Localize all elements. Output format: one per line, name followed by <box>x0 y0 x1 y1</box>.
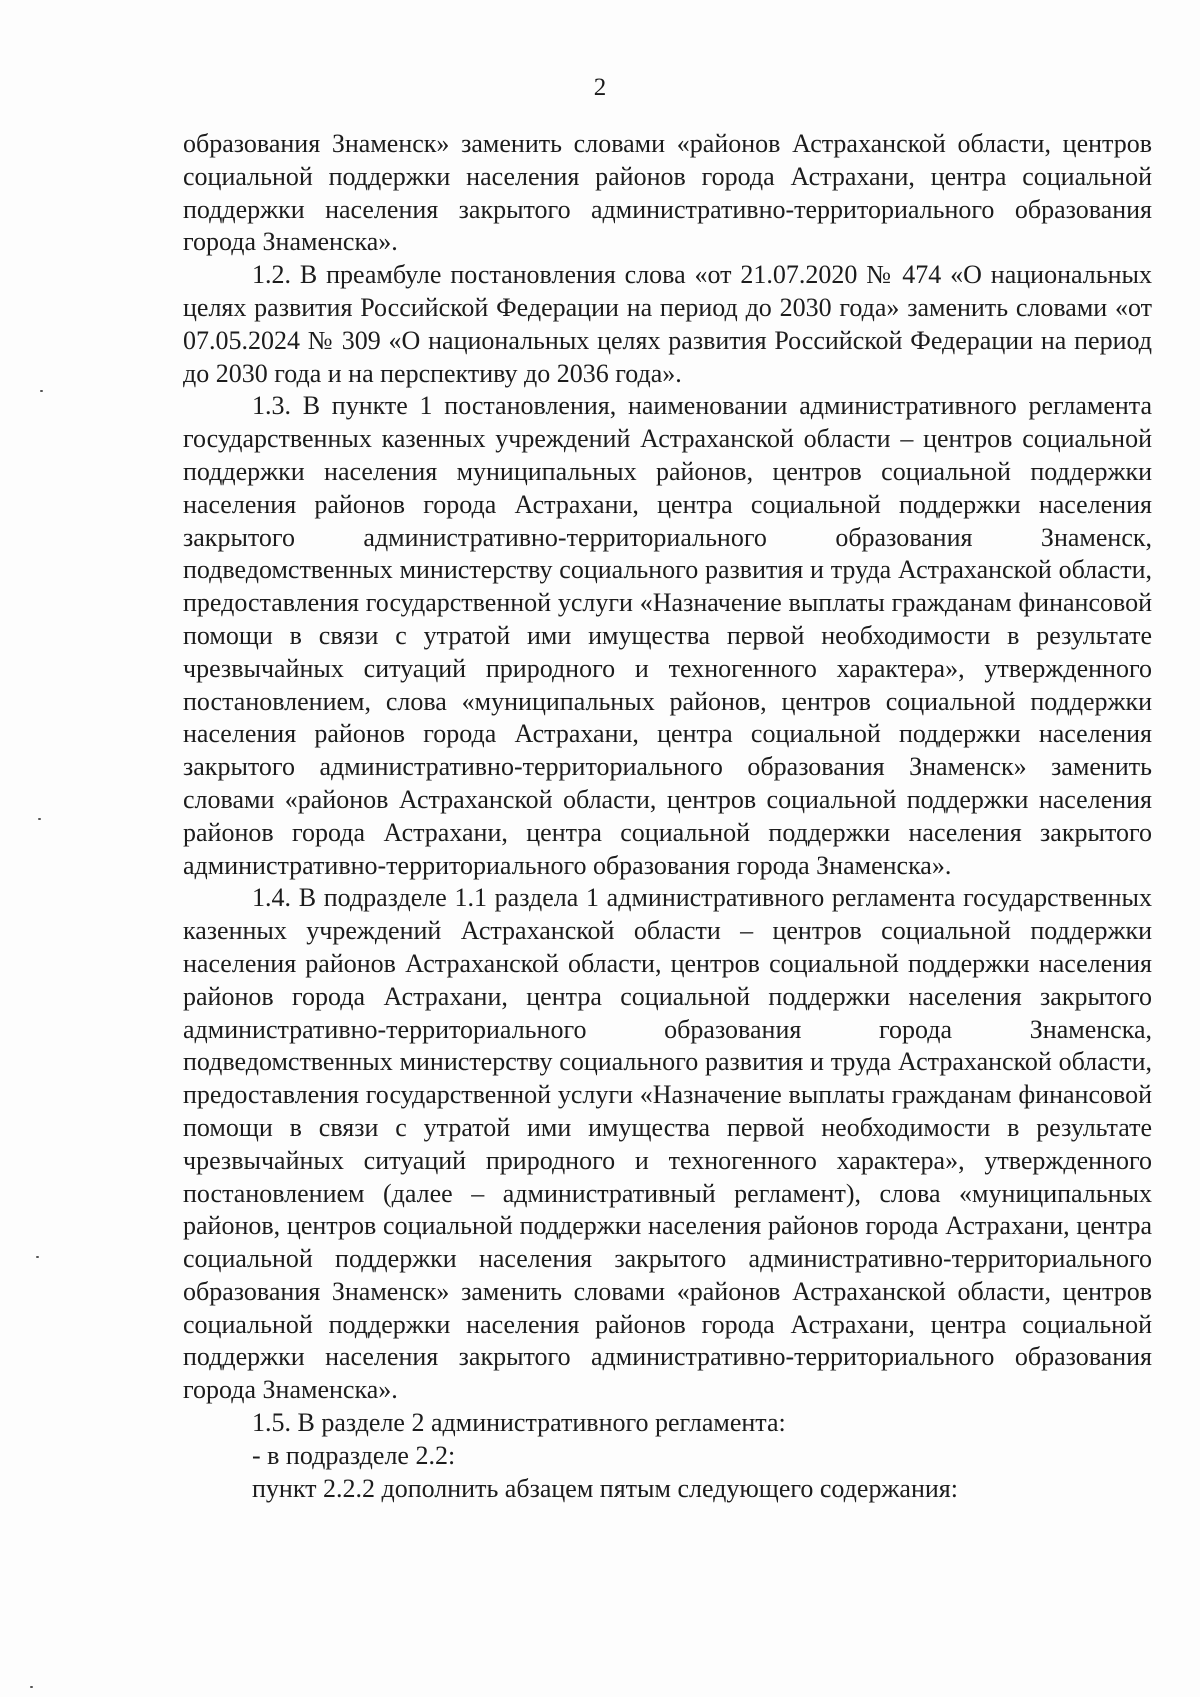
paragraph-1-2: 1.2. В преамбуле постановления слова «от 21.07.2020 № 474 «О национальных целях развития Российской Федерации на период до 2030 года» заменить словами «от 07.05.2024 № 309 «О национальных целях развития Российской Федерации на период до 2030 года и на перспективу до 2036 года». <box>183 260 1152 388</box>
paragraph-subsection-2-2: - в подразделе 2.2: <box>252 1440 456 1470</box>
scan-speck <box>38 818 41 820</box>
scan-speck <box>40 390 43 392</box>
paragraph-1-4: 1.4. В подразделе 1.1 раздела 1 административного регламента государственных казенных учреждений Астраханской области – центров социальной поддержки населения районов Астраханской области, центров социальной поддержки населения районов города Астрахани, центра социальной поддержки населения закрытого административно-территориального образования города Знаменска, подведомственных министерству социального развития и труда Астраханской области, предоставления государственной услуги «Назначение выплаты гражданам финансовой помощи в связи с утратой ими имущества первой необходимости в результате чрезвычайных ситуаций природного и техногенного характера», утвержденного постановлением (далее – административный регламент), слова «муниципальных районов, центров социальной поддержки населения районов города Астрахани, центра социальной поддержки населения закрытого административно-территориального образования Знаменск» заменить словами «районов Астраханской области, центров социальной поддержки населения районов города Астрахани, центра социальной поддержки населения закрытого административно-территориального образования города Знаменска». <box>183 883 1152 1405</box>
scan-speck <box>36 1256 39 1258</box>
paragraph-2-2-2: пункт 2.2.2 дополнить абзацем пятым следующего содержания: <box>252 1473 958 1503</box>
scan-speck <box>30 1686 33 1688</box>
paragraph-continuation: образования Знаменск» заменить словами «районов Астраханской области, центров социальной поддержки населения районов города Астрахани, центра социальной поддержки населения закрытого административно-территориального образования города Знаменска». <box>183 129 1152 257</box>
paragraph-1-3: 1.3. В пункте 1 постановления, наименовании административного регламента государственных казенных учреждений Астраханской области – центров социальной поддержки населения муниципальных районов, центров социальной поддержки населения районов города Астрахани, центра социальной поддержки населения закрытого административно-территориального образования Знаменск, подведомственных министерству социального развития и труда Астраханской области, предоставления государственной услуги «Назначение выплаты гражданам финансовой помощи в связи с утратой ими имущества первой необходимости в результате чрезвычайных ситуаций природного и техногенного характера», утвержденного постановлением, слова «муниципальных районов, центров социальной поддержки населения районов города Астрахани, центра социальной поддержки населения закрытого административно-территориального образования Знаменск» заменить словами «районов Астраханской области, центров социальной поддержки населения районов города Астрахани, центра социальной поддержки населения закрытого административно-территориального образования города Знаменска». <box>183 391 1152 880</box>
page-number: 2 <box>593 74 607 101</box>
document-body <box>183 128 1152 1505</box>
paragraph-1-5: 1.5. В разделе 2 административного регламента: <box>252 1408 786 1438</box>
